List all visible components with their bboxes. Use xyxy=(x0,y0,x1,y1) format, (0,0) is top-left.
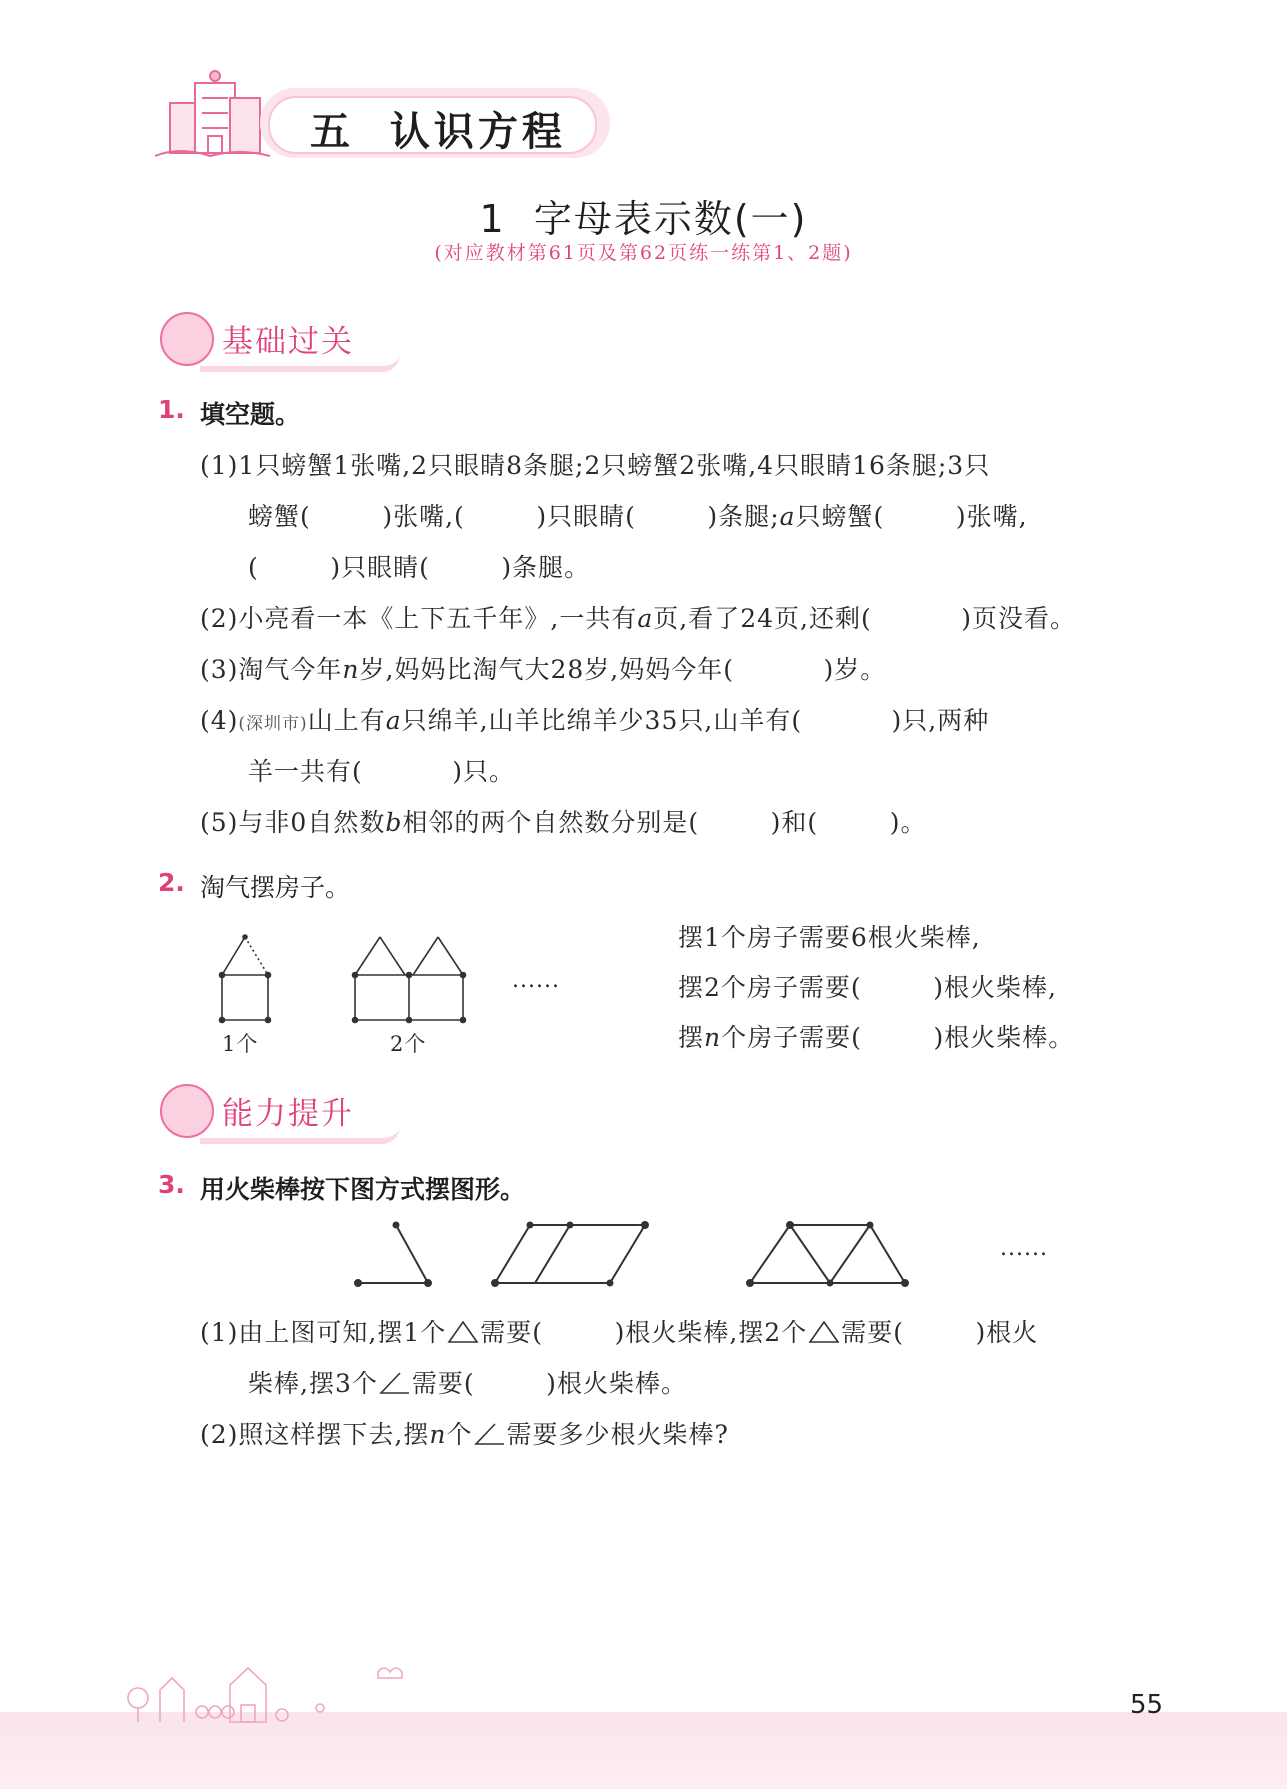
question-3-number: 3. xyxy=(158,1170,185,1199)
triangle-icon xyxy=(807,1319,841,1345)
q2-statement-3 xyxy=(678,1018,1074,1054)
q1-part4 xyxy=(200,701,989,737)
house-2 xyxy=(353,937,466,1023)
question-2-title: 淘气摆房子。 xyxy=(200,873,351,902)
q1-part2 xyxy=(200,599,1076,635)
q1-part4-b: 山上有 xyxy=(307,706,386,735)
q1-part1-line1: (1)1只螃蟹1张嘴,2只眼睛8条腿;2只螃蟹2张嘴,4只眼睛16条腿;3只 xyxy=(200,451,991,480)
q3-p1-a: (1)由上图可知,摆1个 xyxy=(200,1318,447,1347)
q1-part5-b: 相邻的两个自然数分别是( )和( )。 xyxy=(402,808,927,837)
figure-label-2: 2个 xyxy=(390,1032,427,1056)
q3-p2-a: (2)照这样摆下去,摆 xyxy=(200,1420,430,1449)
section-basic xyxy=(160,310,410,366)
variable-n: n xyxy=(704,1023,722,1052)
lesson-title: 1 字母表示数(一) xyxy=(479,197,808,241)
section-advanced xyxy=(160,1082,410,1138)
q1-part2-b: 页,看了24页,还剩( )页没看。 xyxy=(653,604,1076,633)
variable-a: a xyxy=(779,502,796,531)
angle-icon xyxy=(473,1421,507,1447)
q3-p1-l2-b: 需要( )根火柴棒。 xyxy=(411,1369,687,1398)
q3-p2-b: 个 xyxy=(446,1420,473,1449)
section-basic-label: 基础过关 xyxy=(222,324,354,360)
q2-s3-b: 个房子需要( )根火柴棒。 xyxy=(721,1023,1075,1052)
q1-part2-a: (2)小亮看一本《上下五千年》,一共有 xyxy=(200,604,638,633)
q1-part4-a: (4) xyxy=(200,706,239,735)
q1-part1-line2-a: 螃蟹( )张嘴,( )只眼睛( )条腿; xyxy=(248,502,780,531)
question-1-title: 填空题。 xyxy=(200,400,301,429)
lesson-reference: (对应教材第61页及第62页练一练第1、2题) xyxy=(434,242,853,264)
boy-mascot-icon xyxy=(160,1084,214,1138)
figure-ellipsis: ...... xyxy=(1000,1236,1048,1261)
q2-s3-a: 摆 xyxy=(678,1023,705,1052)
q1-part1-line3: ( )只眼睛( )条腿。 xyxy=(248,553,591,582)
variable-a: a xyxy=(637,604,654,633)
variable-a: a xyxy=(385,706,402,735)
variable-n: n xyxy=(342,655,360,684)
q1-part1-line2-b: 只螃蟹( )张嘴, xyxy=(795,502,1028,531)
q3-p1-c: 需要( )根火 xyxy=(841,1318,1039,1347)
q3-p2-c: 需要多少根火柴棒? xyxy=(506,1420,729,1449)
page-number: 55 xyxy=(1130,1690,1164,1720)
figure-3 xyxy=(747,1222,908,1286)
q1-part3 xyxy=(200,650,886,686)
girl-mascot-icon xyxy=(160,312,214,366)
figure-ellipsis: ...... xyxy=(512,968,560,993)
matchstick-triangles-figure xyxy=(340,1215,1060,1295)
source-note: (深圳市) xyxy=(238,714,308,734)
town-illustration xyxy=(120,1650,420,1725)
triangle-icon xyxy=(446,1319,480,1345)
q2-statement-2: 摆2个房子需要( )根火柴棒, xyxy=(678,973,1057,1002)
q1-part4-c: 只绵羊,山羊比绵羊少35只,山羊有( )只,两种 xyxy=(401,706,990,735)
q2-statement-1: 摆1个房子需要6根火柴棒, xyxy=(678,923,981,952)
figure-1 xyxy=(355,1223,431,1287)
q1-part3-b: 岁,妈妈比淘气大28岁,妈妈今年( )岁。 xyxy=(359,655,887,684)
q1-part1-line2 xyxy=(248,497,1028,533)
q3-part2 xyxy=(200,1415,729,1451)
unit-title: 五 认识方程 xyxy=(310,109,566,155)
figure-label-1: 1个 xyxy=(222,1032,259,1056)
q1-part4-line2: 羊一共有( )只。 xyxy=(248,757,515,786)
q3-p1-l2-a: 柴棒,摆3个 xyxy=(248,1369,378,1398)
variable-n: n xyxy=(429,1420,447,1449)
q3-p1-b: 需要( )根火柴棒,摆2个 xyxy=(480,1318,808,1347)
variable-b: b xyxy=(385,808,403,837)
section-advanced-label: 能力提升 xyxy=(222,1096,354,1132)
q1-part3-a: (3)淘气今年 xyxy=(200,655,343,684)
question-2-number: 2. xyxy=(158,868,185,897)
q3-part1-line1 xyxy=(200,1313,1038,1349)
house-1 xyxy=(220,935,271,1023)
q1-part5-a: (5)与非0自然数 xyxy=(200,808,386,837)
angle-icon xyxy=(378,1370,412,1396)
question-1-number: 1. xyxy=(158,395,185,424)
question-3-title: 用火柴棒按下图方式摆图形。 xyxy=(200,1175,526,1204)
figure-2 xyxy=(492,1222,648,1286)
q3-part1-line2 xyxy=(248,1364,687,1400)
q1-part5 xyxy=(200,803,927,839)
unit-banner xyxy=(150,88,615,164)
